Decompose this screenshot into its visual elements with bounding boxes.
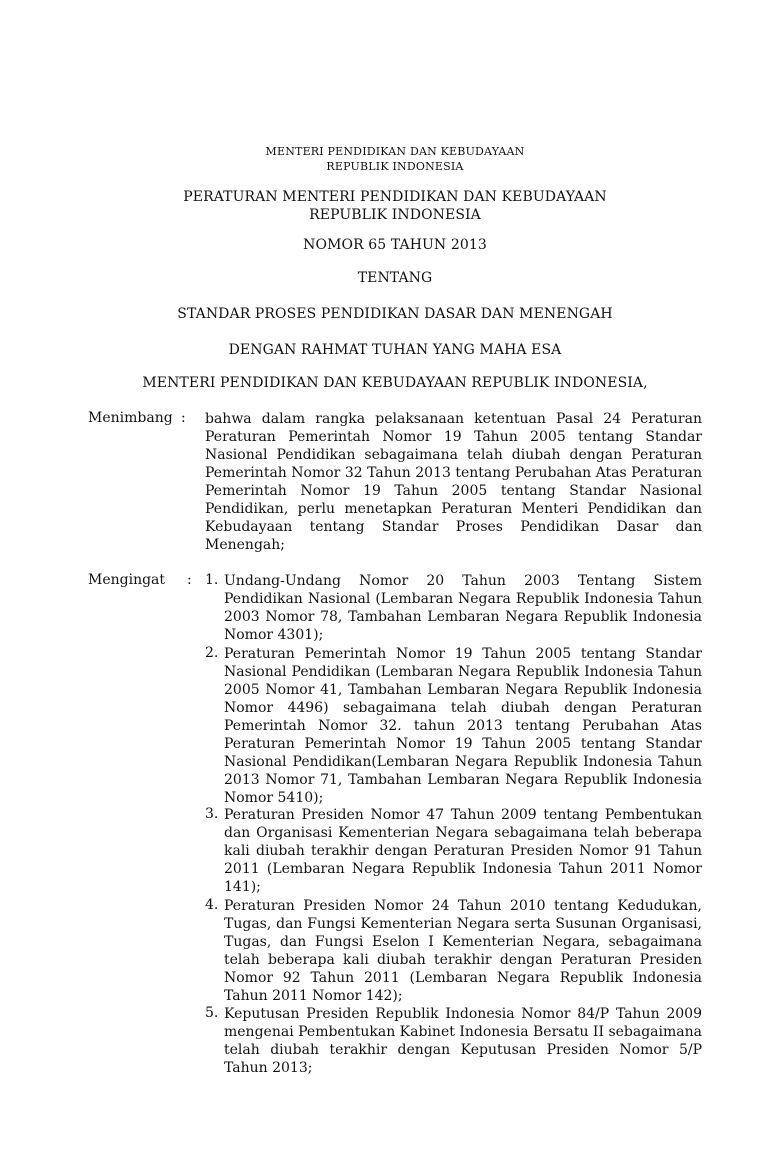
mengingat-label: Mengingat	[88, 572, 166, 588]
mengingat-item-4-text: Peraturan Presiden Nomor 24 Tahun 2010 tentang Kedudukan, Tugas, dan Fungsi Kementerian Negara serta Susunan Organisasi, Tugas, dan Fungsi Eselon I Kementerian Negara, sebagaimana telah beberapa kali diubah terakhir dengan Peraturan Presiden Nomor 92 Tahun 2011 (Lembaran Negara Republik Indonesia Tahun 2011 Nomor 142);	[224, 898, 702, 1004]
mengingat-item-2-text: Peraturan Pemerintah Nomor 19 Tahun 2005 tentang Standar Nasional Pendidikan (Lembaran Negara Republik Indonesia Tahun 2005 Nomor 41, Tambahan Lembaran Negara Republik Indonesia Nomor 4496) sebagaimana telah diubah dengan Peraturan Pemerintah Nomor 32. tahun 2013 tentang Perubahan Atas Peraturan Pemerintah Nomor 19 Tahun 2005 tentang Standar Nasional Pendidikan(Lembaran Negara Republik Indonesia Tahun 2013 Nomor 71, Tambahan Lembaran Negara Republik Indonesia Nomor 5410);	[224, 646, 702, 806]
mengingat-item-3-number: 3.	[205, 806, 219, 822]
regulation-subject: STANDAR PROSES PENDIDIKAN DASAR DAN MENENGAH	[177, 306, 613, 322]
regulation-title-line-2: REPUBLIK INDONESIA	[309, 207, 481, 223]
mengingat-item-1-text: Undang-Undang Nomor 20 Tahun 2003 Tentang Sistem Pendidikan Nasional (Lembaran Negara Republik Indonesia Tahun 2003 Nomor 78, Tambahan Lembaran Negara Republik Indonesia Nomor 4301);	[224, 573, 702, 643]
regulation-number: NOMOR 65 TAHUN 2013	[303, 237, 487, 253]
menimbang-colon: :	[181, 410, 186, 426]
menimbang-label: Menimbang	[88, 410, 173, 426]
about-heading: TENTANG	[357, 270, 433, 286]
ministry-line-1: MENTERI PENDIDIKAN DAN KEBUDAYAAN	[265, 145, 525, 158]
mengingat-item-4-number: 4.	[205, 897, 219, 913]
grace-statement: DENGAN RAHMAT TUHAN YANG MAHA ESA	[228, 342, 562, 358]
mengingat-item-3-text: Peraturan Presiden Nomor 47 Tahun 2009 tentang Pembentukan dan Organisasi Kementerian Negara sebagaimana telah beberapa kali diubah terakhir dengan Peraturan Presiden Nomor 91 Tahun 2011 (Lembaran Negara Republik Indonesia Tahun 2011 Nomor 141);	[224, 807, 702, 895]
issuer-statement: MENTERI PENDIDIKAN DAN KEBUDAYAAN REPUBLIK INDONESIA,	[142, 375, 648, 391]
mengingat-item-5-number: 5.	[205, 1005, 219, 1021]
mengingat-item-2-number: 2.	[205, 645, 219, 661]
regulation-title-line-1: PERATURAN MENTERI PENDIDIKAN DAN KEBUDAYAAN	[183, 189, 607, 205]
mengingat-item-5-text: Keputusan Presiden Republik Indonesia Nomor 84/P Tahun 2009 mengenai Pembentukan Kabinet Indonesia Bersatu II sebagaimana telah diubah terakhir dengan Keputusan Presiden Nomor 5/P Tahun 2013;	[224, 1006, 702, 1076]
mengingat-item-1-number: 1.	[205, 572, 219, 588]
mengingat-colon: :	[187, 572, 192, 588]
menimbang-text: bahwa dalam rangka pelaksanaan ketentuan Pasal 24 Peraturan Peraturan Pemerintah Nomor 19 Tahun 2005 tentang Standar Nasional Pendidikan sebagaimana telah diubah dengan Peraturan Pemerintah Nomor 32 Tahun 2013 tentang Perubahan Atas Peraturan Pemerintah Nomor 19 Tahun 2005 tentang Standar Nasional Pendidikan, perlu menetapkan Peraturan Menteri Pendidikan dan Kebudayaan tentang Standar Proses Pendidikan Dasar dan Menengah;	[205, 411, 702, 553]
ministry-line-2: REPUBLIK INDONESIA	[326, 160, 464, 173]
